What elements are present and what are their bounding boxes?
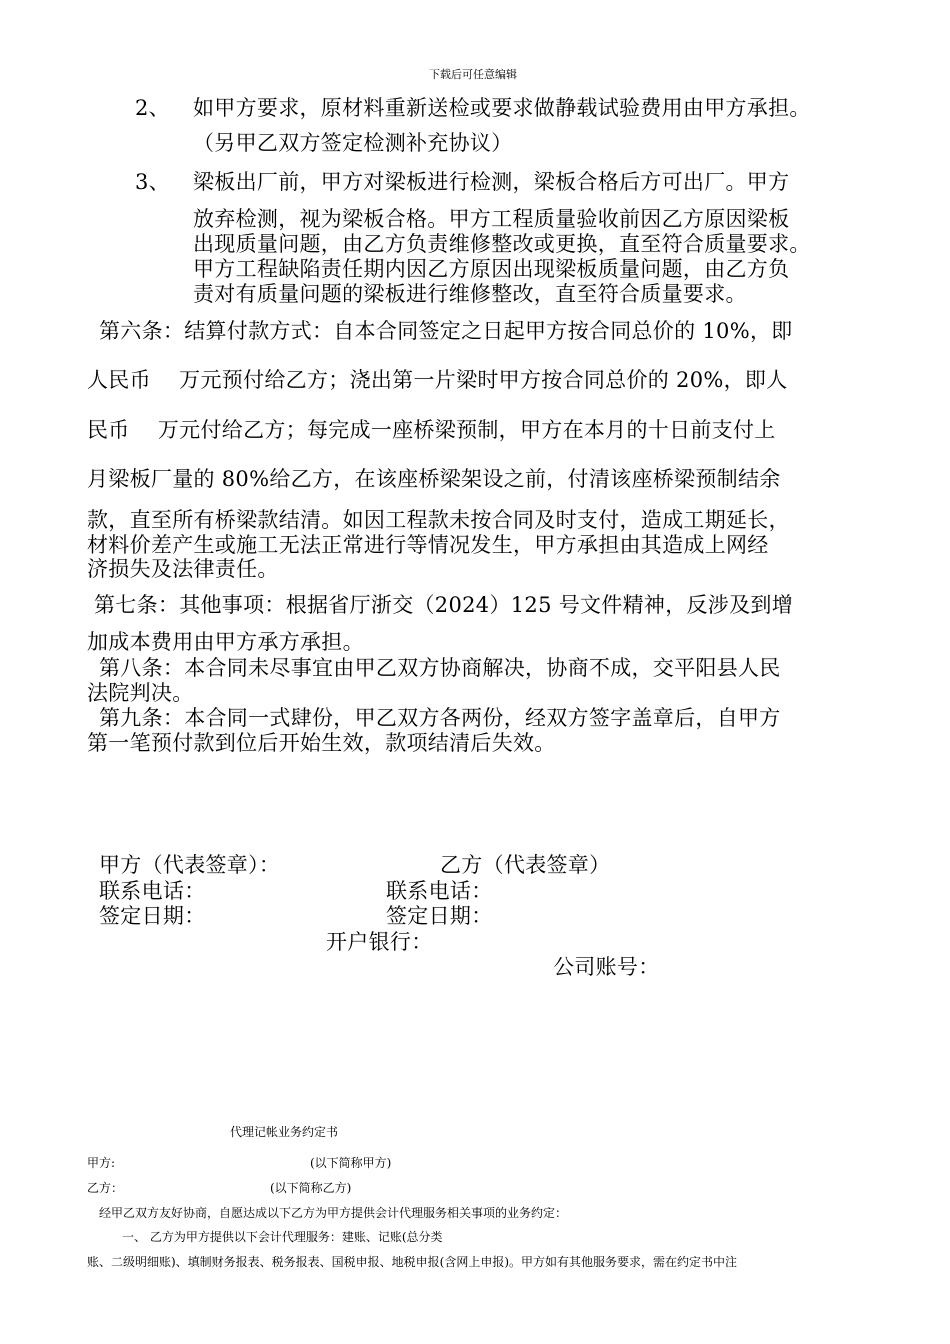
article-6-line-2: 人民币 万元预付给乙方；浇出第一片梁时甲方按合同总价的 20%，即人 xyxy=(87,368,788,392)
appendix-party-b-note: (以下简称乙方) xyxy=(270,1181,352,1195)
article-6-line-7: 济损失及法律责任。 xyxy=(87,557,279,581)
appendix-party-b-label: 乙方： xyxy=(87,1181,124,1195)
appendix-party-a-label: 甲方: xyxy=(87,1156,116,1170)
article-8-line-2: 法院判决。 xyxy=(87,681,194,705)
item-3-number: 3、 xyxy=(135,170,170,194)
item-2-line-1: 如甲方要求，原材料重新送检或要求做静载试验费用由甲方承担。 xyxy=(193,96,811,120)
article-6-line-4: 月梁板厂量的 80%给乙方，在该座桥梁架设之前，付清该座桥梁预制结余 xyxy=(87,467,781,491)
item-3-line-1: 梁板出厂前，甲方对梁板进行检测，梁板合格后方可出厂。甲方 xyxy=(193,170,790,194)
party-b-date-label: 签定日期： xyxy=(386,904,493,928)
bank-label: 开户银行： xyxy=(326,930,433,954)
article-8-line-1: 第八条：本合同未尽事宜由甲乙双方协商解决，协商不成，交平阳县人民 xyxy=(99,656,781,680)
item-3-line-5: 责对有质量问题的梁板进行维修整改，直至符合质量要求。 xyxy=(193,282,747,306)
item-3-line-4: 甲方工程缺陷责任期内因乙方原因出现梁板质量问题，由乙方负 xyxy=(193,257,790,281)
article-7-line-1: 第七条：其他事项：根据省厅浙交（2024）125 号文件精神，反涉及到增 xyxy=(94,593,793,617)
article-6-line-1: 第六条：结算付款方式：自本合同签定之日起甲方按合同总价的 10%，即 xyxy=(99,319,793,343)
item-2-line-2: （另甲乙双方签定检测补充协议） xyxy=(193,131,513,155)
party-a-phone-label: 联系电话： xyxy=(99,879,206,903)
appendix-item-1-line-2: 账、二级明细账)、填制财务报表、税务报表、国税申报、地税申报(含网上申报)。甲方如有其他服务要求，需在约定书中注 xyxy=(87,1255,738,1269)
item-3-line-2: 放弃检测，视为梁板合格。甲方工程质量验收前因乙方原因梁板 xyxy=(193,207,790,231)
article-6-line-3: 民币 万元付给乙方；每完成一座桥梁预制，甲方在本月的十日前支付上 xyxy=(87,418,776,442)
party-a-signature-label: 甲方（代表签章）： xyxy=(99,853,281,877)
page-header-note: 下载后可任意编辑 xyxy=(429,68,517,81)
party-a-date-label: 签定日期： xyxy=(99,904,206,928)
article-6-line-6: 材料价差产生或施工无法正常进行等情况发生，甲方承担由其造成上网经 xyxy=(87,533,769,557)
appendix-intro: 经甲乙双方友好协商，自愿达成以下乙方为甲方提供会计代理服务相关事项的业务约定： xyxy=(99,1206,568,1220)
article-7-line-2: 加成本费用由甲方承方承担。 xyxy=(87,630,364,654)
appendix-item-1-line-1: 一、 乙方为甲方提供以下会计代理服务：建账、记账(总分类 xyxy=(122,1230,443,1244)
article-6-line-5: 款，直至所有桥梁款结清。如因工程款未按合同及时支付，造成工期延长， xyxy=(87,508,790,532)
account-label: 公司账号： xyxy=(553,955,660,979)
appendix-party-a-note: (以下简称甲方) xyxy=(310,1156,392,1170)
party-b-signature-label: 乙方（代表签章） xyxy=(440,853,611,877)
item-2-number: 2、 xyxy=(135,96,170,120)
party-b-phone-label: 联系电话： xyxy=(386,879,493,903)
article-9-line-1: 第九条：本合同一式肆份，甲乙双方各两份，经双方签字盖章后，自甲方 xyxy=(99,706,781,730)
article-9-line-2: 第一笔预付款到位后开始生效，款项结清后失效。 xyxy=(87,731,556,755)
appendix-title: 代理记帐业务约定书 xyxy=(230,1125,339,1139)
item-3-line-3: 出现质量问题，由乙方负责维修整改或更换，直至符合质量要求。 xyxy=(193,232,811,256)
